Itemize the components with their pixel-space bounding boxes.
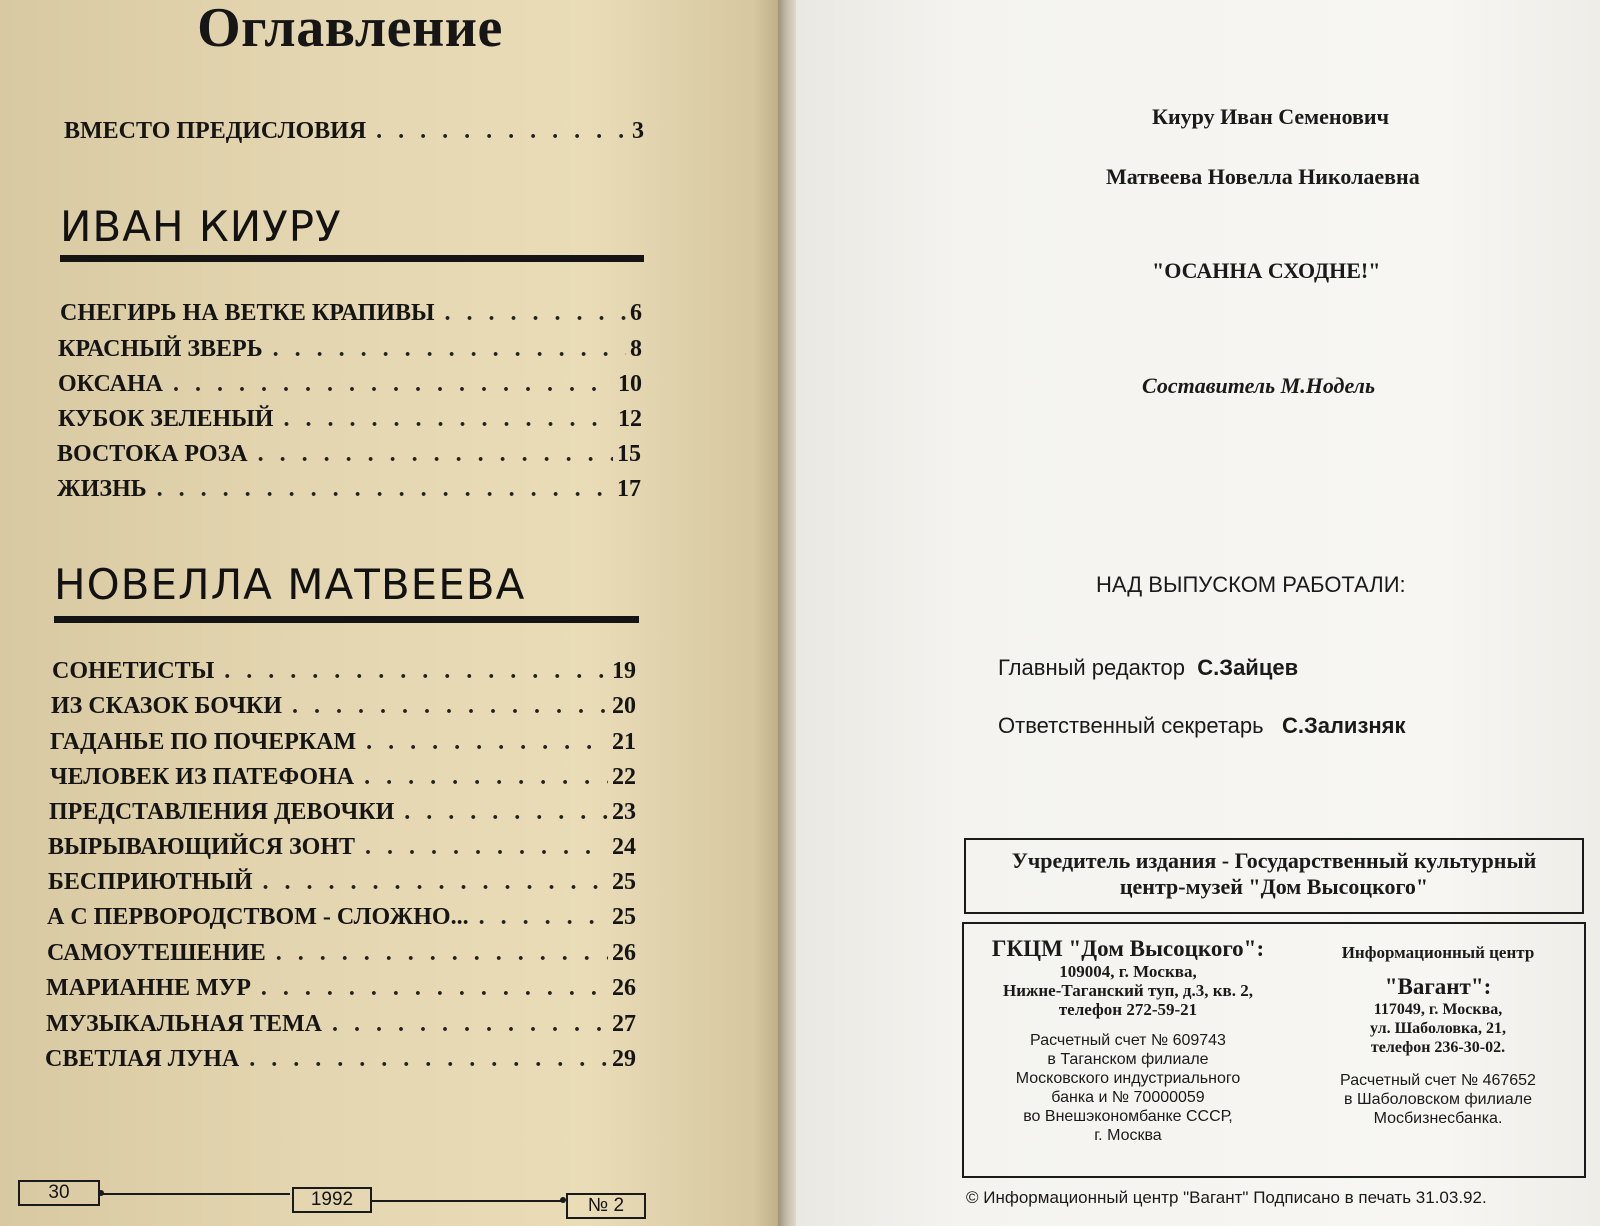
toc-leader-dots — [404, 799, 608, 826]
toc-row — [57, 441, 641, 468]
toc-row — [51, 693, 636, 720]
copyright-line: © Информационный центр "Вагант" Подписано в печать 31.03.92. — [966, 1188, 1487, 1207]
vagant-account-line: в Шаболовском филиале — [1344, 1091, 1532, 1108]
staff-role: Ответственный секретарь — [998, 713, 1264, 738]
toc-item-title: ИЗ СКАЗОК БОЧКИ — [51, 693, 282, 719]
toc-leader-dots — [224, 658, 608, 685]
author-matveeva: Матвеева Новелла Николаевна — [1106, 164, 1420, 189]
toc-row — [58, 406, 642, 433]
toc-row — [58, 336, 642, 363]
toc-item-page: 17 — [617, 476, 641, 502]
toc-leader-dots — [376, 118, 628, 145]
toc-row — [45, 1046, 636, 1073]
toc-row — [58, 371, 642, 398]
vagant-account-line: Мосбизнесбанка. — [1373, 1110, 1503, 1127]
toc-row — [47, 904, 636, 931]
toc-item-page: 25 — [612, 904, 636, 930]
toc-row — [57, 476, 641, 503]
publisher-info-box — [962, 922, 1586, 1178]
footer-year: 1992 — [292, 1187, 372, 1213]
section-rule — [60, 255, 644, 262]
toc-item-page: 21 — [612, 729, 636, 755]
toc-row — [47, 940, 636, 967]
section-heading-kiuru: ИВАН КИУРУ — [60, 202, 342, 251]
vagant-title: Информационный центр — [1341, 943, 1535, 962]
toc-leader-dots — [445, 300, 626, 327]
vagant-address-line: ул. Шаболовка, 21, — [1370, 1020, 1506, 1037]
gkcm-account-line: в Таганском филиале — [1047, 1051, 1209, 1068]
footer-page-number: 30 — [18, 1180, 100, 1206]
vagant-address-line: 117049, г. Москва, — [1373, 1001, 1503, 1018]
toc-item-page: 20 — [612, 693, 636, 719]
toc-item-title: СВЕТЛАЯ ЛУНА — [45, 1046, 240, 1072]
footer-line — [100, 1193, 290, 1195]
vagant-phone: телефон 236-30-02. — [1370, 1039, 1506, 1056]
toc-leader-dots — [263, 869, 608, 896]
footer-issue: № 2 — [566, 1193, 646, 1219]
toc-leader-dots — [258, 441, 613, 468]
toc-item-title: МУЗЫКАЛЬНАЯ ТЕМА — [46, 1011, 322, 1037]
gkcm-account-line: Московского индустриального — [1015, 1070, 1241, 1087]
toc-leader-dots — [276, 940, 608, 967]
toc-item-title: КРАСНЫЙ ЗВЕРЬ — [58, 336, 263, 362]
toc-leader-dots — [157, 476, 613, 503]
gkcm-block — [970, 936, 1286, 1145]
toc-row — [48, 834, 636, 861]
toc-row-intro — [64, 118, 644, 145]
gkcm-account-line: во Внешэкономбанке СССР, — [1023, 1108, 1233, 1125]
toc-leader-dots — [366, 729, 608, 756]
toc-row — [46, 975, 636, 1002]
toc-item-page: 26 — [612, 975, 636, 1001]
toc-item-title: ЧЕЛОВЕК ИЗ ПАТЕФОНА — [50, 764, 355, 790]
gkcm-address-line: 109004, г. Москва, — [1059, 962, 1197, 981]
toc-row — [50, 764, 636, 791]
toc-item-title: ВЫРЫВАЮЩИЙСЯ ЗОНТ — [48, 834, 356, 860]
footer-dot — [98, 1190, 104, 1196]
gkcm-account-line: г. Москва — [1094, 1127, 1162, 1144]
toc-title: Оглавление — [197, 0, 503, 59]
right-page — [796, 0, 1600, 1226]
toc-item-title: КУБОК ЗЕЛЕНЫЙ — [58, 406, 274, 432]
toc-row — [50, 729, 636, 756]
book-title: "ОСАННА СХОДНЕ!" — [1152, 258, 1381, 283]
toc-item-page: 8 — [630, 336, 642, 362]
vagant-block — [1308, 942, 1568, 1128]
gkcm-account-line: Расчетный счет № 609743 — [1030, 1032, 1226, 1049]
section-heading-matveeva: НОВЕЛЛА МАТВЕЕВА — [54, 560, 526, 609]
section-rule — [54, 616, 639, 623]
author-kiuru: Киуру Иван Семенович — [1152, 104, 1390, 129]
staff-name: С.Зализняк — [1281, 713, 1406, 738]
staff-row — [998, 713, 1406, 739]
toc-item-title: МАРИАННЕ МУР — [46, 975, 251, 1001]
toc-row — [60, 300, 642, 327]
toc-item-page: 24 — [612, 834, 636, 860]
toc-item-title: ОКСАНА — [58, 371, 163, 397]
toc-item-title: БЕСПРИЮТНЫЙ — [48, 869, 253, 895]
founder-line: Учредитель издания - Государственный культурный — [1011, 848, 1537, 873]
gkcm-address-line: Нижне-Таганский туп, д.3, кв. 2, — [1003, 981, 1253, 1000]
founder-box — [964, 838, 1584, 914]
toc-row — [46, 1011, 636, 1038]
staff-name: С.Зайцев — [1197, 655, 1299, 680]
toc-leader-dots — [261, 975, 608, 1002]
toc-leader-dots — [283, 406, 614, 433]
toc-item-title: ЖИЗНЬ — [57, 476, 147, 502]
toc-row — [52, 658, 636, 685]
footer-line — [372, 1200, 564, 1202]
staff-row — [998, 655, 1298, 681]
toc-item-page: 23 — [612, 799, 636, 825]
toc-item-page: 15 — [617, 441, 641, 467]
toc-leader-dots — [365, 834, 608, 861]
toc-item-page: 10 — [618, 371, 642, 397]
toc-leader-dots — [332, 1011, 608, 1038]
toc-item-page: 3 — [632, 118, 644, 144]
toc-item-title: ГАДАНЬЕ ПО ПОЧЕРКАМ — [50, 729, 357, 755]
toc-row — [49, 799, 636, 826]
toc-leader-dots — [292, 693, 608, 720]
toc-item-page: 12 — [618, 406, 642, 432]
staff-heading: НАД ВЫПУСКОМ РАБОТАЛИ: — [1096, 572, 1406, 597]
toc-item-page: 29 — [612, 1046, 636, 1072]
toc-item-title: ВМЕСТО ПРЕДИСЛОВИЯ — [64, 118, 367, 144]
gkcm-title: ГКЦМ "Дом Высоцкого": — [991, 936, 1265, 961]
toc-leader-dots — [273, 336, 626, 363]
toc-item-page: 19 — [612, 658, 636, 684]
vagant-name: "Вагант": — [1384, 974, 1492, 999]
left-page — [0, 0, 786, 1226]
toc-item-page: 27 — [612, 1011, 636, 1037]
toc-item-title: А С ПЕРВОРОДСТВОМ - СЛОЖНО... — [47, 904, 469, 930]
toc-leader-dots — [479, 904, 608, 931]
toc-item-title: САМОУТЕШЕНИЕ — [47, 940, 266, 966]
toc-leader-dots — [249, 1046, 608, 1073]
vagant-account-line: Расчетный счет № 467652 — [1340, 1072, 1536, 1089]
toc-leader-dots — [364, 764, 608, 791]
toc-row — [48, 869, 636, 896]
toc-item-title: СОНЕТИСТЫ — [52, 658, 215, 684]
toc-item-page: 22 — [612, 764, 636, 790]
gkcm-account-line: банка и № 70000059 — [1051, 1089, 1205, 1106]
toc-item-title: СНЕГИРЬ НА ВЕТКЕ КРАПИВЫ — [60, 300, 435, 326]
gkcm-phone: телефон 272-59-21 — [1058, 1000, 1198, 1019]
toc-item-title: ВОСТОКА РОЗА — [57, 441, 248, 467]
toc-item-title: ПРЕДСТАВЛЕНИЯ ДЕВОЧКИ — [49, 799, 395, 825]
founder-line: центр-музей "Дом Высоцкого" — [1119, 874, 1429, 899]
staff-role: Главный редактор — [998, 655, 1186, 680]
compiler: Составитель М.Нодель — [1142, 373, 1376, 398]
toc-leader-dots — [173, 371, 614, 398]
toc-item-page: 25 — [612, 869, 636, 895]
toc-item-page: 6 — [630, 300, 642, 326]
toc-item-page: 26 — [612, 940, 636, 966]
